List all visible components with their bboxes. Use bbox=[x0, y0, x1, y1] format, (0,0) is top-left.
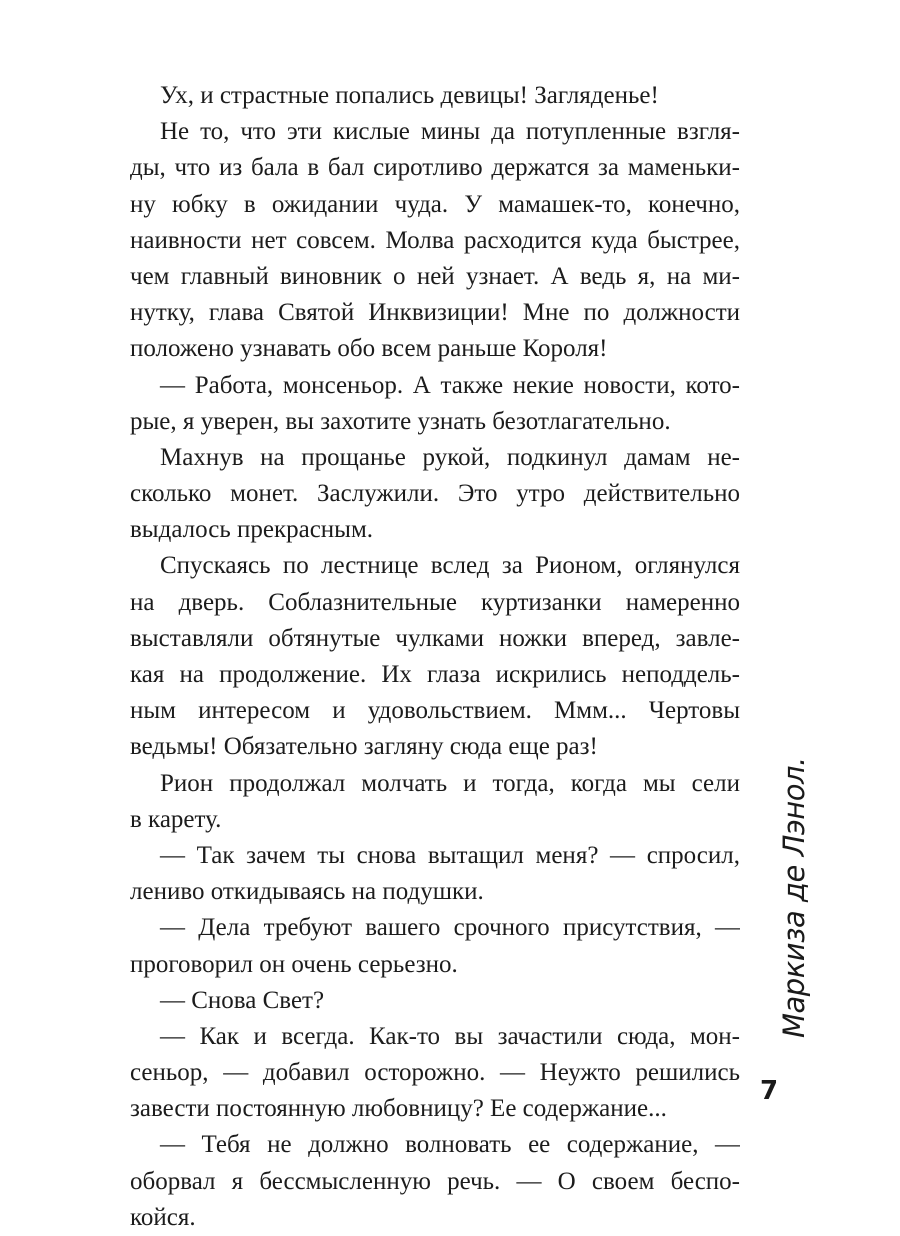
text-line: рые, я уверен, вы захотите узнать безотлагательно. bbox=[130, 407, 671, 435]
text-line: Ух, и страстные попались девицы! Загляденье! bbox=[160, 82, 659, 109]
text-line: наивности нет совсем. Молва расходится куда быстрее, bbox=[130, 226, 740, 254]
text-line: сколько монет. Заслужили. Это утро действительно bbox=[130, 480, 740, 508]
text-line: нутку, глава Святой Инквизиции! Мне по должности bbox=[130, 299, 740, 327]
text-line: — Дела требуют вашего срочного присутствия, — bbox=[160, 914, 740, 942]
text-line: Махнув на прощанье рукой, подкинул дамам не- bbox=[160, 443, 740, 471]
text-line: — Снова Свет? bbox=[160, 986, 325, 1014]
text-line: Спускаясь по лестнице вслед за Рионом, оглянулся bbox=[160, 552, 740, 580]
text-line: ведьмы! Обязательно загляну сюда еще раз! bbox=[130, 733, 598, 761]
text-line: положено узнавать обо всем раньше Короля! bbox=[130, 335, 608, 363]
text-line: койся. bbox=[130, 1203, 196, 1231]
text-line: сеньор, — добавил осторожно. — Неужто решились bbox=[130, 1059, 740, 1087]
text-line: — Тебя не должно волновать ее содержание, — bbox=[160, 1131, 740, 1159]
text-line: проговорил он очень серьезно. bbox=[130, 950, 458, 978]
text-line: выставляли обтянутые чулками ножки вперед, завле- bbox=[130, 624, 740, 652]
page-number: 7 bbox=[760, 1076, 779, 1106]
running-head-author: Маркиза де Лэнол. bbox=[777, 757, 811, 1038]
text-line: — Как и всегда. Как-то вы зачастили сюда, мон- bbox=[160, 1022, 740, 1050]
text-line: кая на продолжение. Их глаза искрились неподдель- bbox=[130, 661, 740, 688]
text-line: завести постоянную любовницу? Ее содержание... bbox=[130, 1095, 667, 1123]
text-line: Рион продолжал молчать и тогда, когда мы сели bbox=[160, 769, 740, 797]
text-line: чем главный виновник о ней узнает. А ведь я, на ми- bbox=[130, 262, 740, 290]
text-line: выдалось прекрасным. bbox=[130, 516, 374, 544]
text-line: ну юбку в ожидании чуда. У мамашек-то, конечно, bbox=[130, 190, 740, 218]
text-line: — Так зачем ты снова вытащил меня? — спросил, bbox=[160, 841, 740, 869]
text-line: оборвал я бессмысленную речь. — О своем беспо- bbox=[130, 1167, 740, 1195]
text-line: ды, что из бала в бал сиротливо держатся за маменьки- bbox=[130, 154, 740, 182]
text-line: на дверь. Соблазнительные куртизанки намеренно bbox=[130, 588, 740, 616]
text-line: лениво откидываясь на подушки. bbox=[130, 878, 484, 906]
text-line: в карету. bbox=[130, 805, 222, 833]
text-line: ным интересом и удовольствием. Ммм... Чертовы bbox=[130, 697, 740, 725]
body-text bbox=[130, 78, 740, 1236]
text-line: — Работа, монсеньор. А также некие новости, кото- bbox=[160, 371, 740, 399]
text-line: Не то, что эти кислые мины да потупленные взгля- bbox=[160, 118, 740, 146]
